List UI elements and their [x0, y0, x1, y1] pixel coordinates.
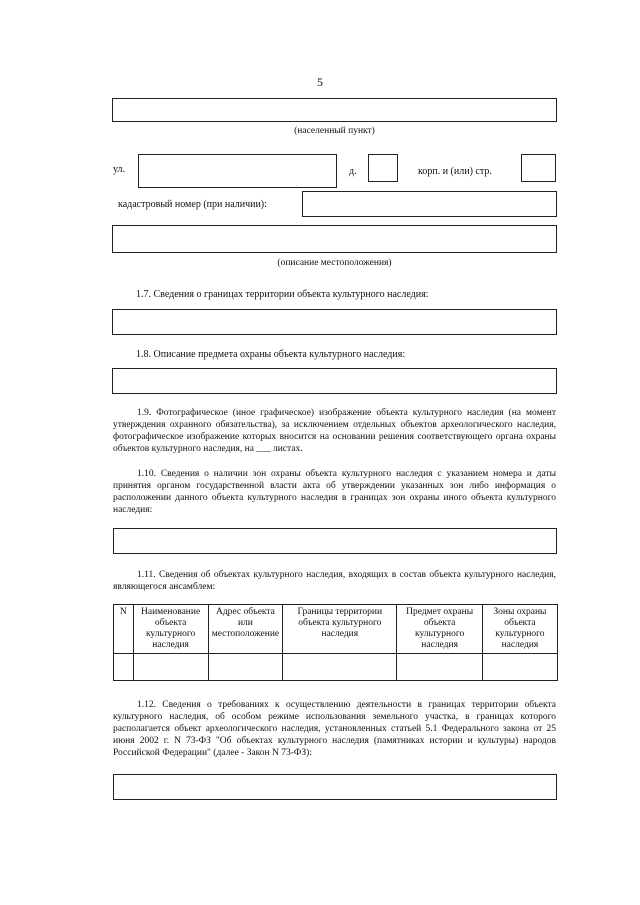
- col-subject: Предмет охраны объекта культурного наследия: [397, 605, 482, 654]
- cadastral-label: кадастровый номер (при наличии):: [118, 199, 267, 210]
- house-field[interactable]: [368, 154, 398, 182]
- table-cell[interactable]: [397, 654, 482, 681]
- location-caption: (описание местоположения): [277, 258, 392, 268]
- table-cell[interactable]: [283, 654, 397, 681]
- building-field[interactable]: [521, 154, 556, 182]
- col-name: Наименование объекта культурного наследия: [133, 605, 208, 654]
- section-1-8-field[interactable]: [112, 368, 557, 394]
- table-row[interactable]: [114, 654, 558, 681]
- section-1-7: 1.7. Сведения о границах территории объекта культурного наследия:: [136, 289, 429, 300]
- street-field[interactable]: [138, 154, 337, 188]
- street-label: ул.: [113, 164, 126, 175]
- table-cell[interactable]: [482, 654, 557, 681]
- section-1-12: 1.12. Сведения о требованиях к осуществлению деятельности в границах территории объекта культурного наследия, об особом режиме использования земельного участка, в границах которого располагается объект археологического наследия, установленных статьей 5.1 Федерального закона от 25 июня 2002 г. N 73-ФЗ "Об объектах культурного наследия (памятниках истории и культуры) народов Российской Федерации" (далее - Закон N 73-ФЗ):: [113, 700, 556, 758]
- table-cell[interactable]: [208, 654, 283, 681]
- section-1-10: 1.10. Сведения о наличии зон охраны объекта культурного наследия с указанием номера и даты принятия органом государственной власти акта об утверждении указанных зон либо информация о расположении данного объекта культурного наследия в границах зон охраны иного объекта культурного наследия:: [113, 469, 556, 515]
- section-1-11: 1.11. Сведения об объектах культурного наследия, входящих в состав объекта культурного наследия, являющегося ансамблем:: [113, 570, 556, 592]
- house-label: д.: [349, 166, 357, 177]
- section-1-12-field[interactable]: [113, 774, 557, 800]
- table-header-row: [114, 605, 558, 654]
- settlement-caption: (населенный пункт): [294, 126, 375, 136]
- col-address: Адрес объекта или местоположение: [208, 605, 283, 654]
- page-number: 5: [317, 75, 323, 89]
- section-1-8: 1.8. Описание предмета охраны объекта культурного наследия:: [136, 349, 406, 360]
- table-cell[interactable]: [114, 654, 134, 681]
- ensemble-table: [113, 604, 558, 681]
- location-field[interactable]: [112, 225, 557, 253]
- building-label: корп. и (или) стр.: [418, 166, 492, 177]
- table-cell[interactable]: [133, 654, 208, 681]
- col-n: N: [114, 605, 134, 654]
- col-zones: Зоны охраны объекта культурного наследия: [482, 605, 557, 654]
- settlement-field[interactable]: [112, 98, 557, 122]
- cadastral-field[interactable]: [302, 191, 557, 217]
- section-1-7-field[interactable]: [112, 309, 557, 335]
- section-1-9: 1.9. Фотографическое (иное графическое) изображение объекта культурного наследия (на момент утверждения охранного обязательства), за исключением отдельных объектов археологического наследия, фотографическое изображение которых вносится на основании решения соответствующего органа охраны объектов культурного наследия, на ___ листах.: [113, 408, 556, 454]
- section-1-10-field[interactable]: [113, 528, 557, 554]
- col-boundaries: Границы территории объекта культурного наследия: [283, 605, 397, 654]
